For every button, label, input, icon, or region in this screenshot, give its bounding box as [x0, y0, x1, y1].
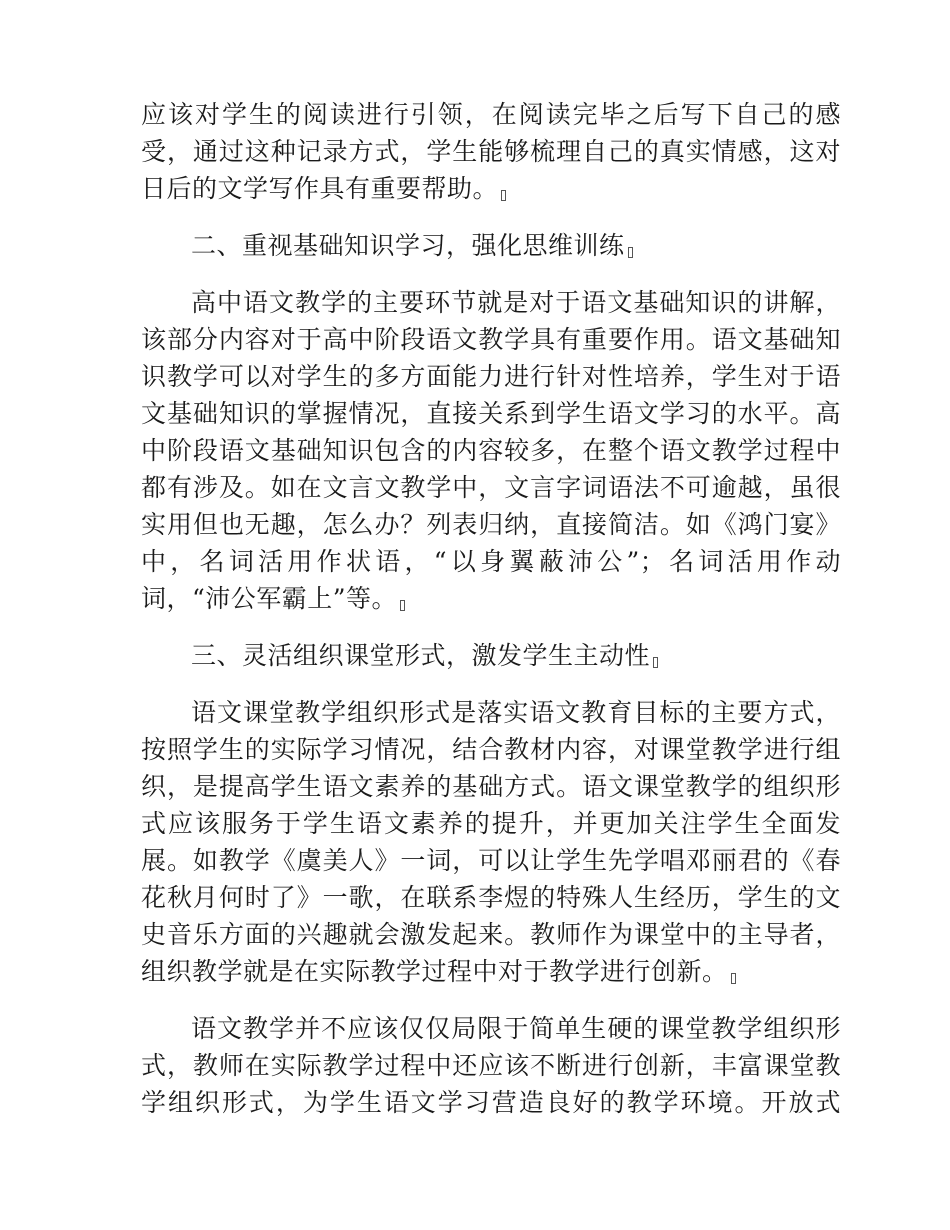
- paragraph-4-text: 语文教学并不应该仅仅局限于简单生硬的课堂教学组织形式，教师在实际教学过程中还应该不断进行创新，丰富课堂教学组织形式，为学生语文学习营造良好的教学环境。开放式: [141, 1014, 841, 1117]
- paragraph-2: [141, 284, 841, 617]
- document-body: [141, 96, 841, 1141]
- paragraph-end-mark-icon: [501, 190, 506, 201]
- paragraph-end-mark-icon: [628, 247, 633, 258]
- section-heading-3-text: 三、灵活组织课堂形式，激发学生主动性: [191, 641, 651, 670]
- paragraph-1-text: 应该对学生的阅读进行引领，在阅读完毕之后写下自己的感受，通过这种记录方式，学生能够梳理自己的真实情感，这对日后的文学写作具有重要帮助。: [141, 100, 841, 203]
- paragraph-4: [141, 1010, 841, 1121]
- paragraph-1: [141, 96, 841, 207]
- paragraph-2-text: 高中语文教学的主要环节就是对于语文基础知识的讲解，该部分内容对于高中阶段语文教学具有重要作用。语文基础知识教学可以对学生的多方面能力进行针对性培养，学生对于语文基础知识的掌握情况，直接关系到学生语文学习的水平。高中阶段语文基础知识包含的内容较多，在整个语文教学过程中都有涉及。如在文言文教学中，文言字词语法不可逾越，虽很实用但也无趣，怎么办？列表归纳，直接简洁。如《鸿门宴》中，名词活用作状语，“以身翼蔽沛公”；名词活用作动词，“沛公军霸上”等。: [141, 288, 841, 613]
- paragraph-3: [141, 694, 841, 990]
- paragraph-end-mark-icon: [653, 657, 658, 668]
- section-heading-2: [141, 227, 841, 264]
- section-heading-3: [141, 637, 841, 674]
- paragraph-3-text: 语文课堂教学组织形式是落实语文教育目标的主要方式，按照学生的实际学习情况，结合教材内容，对课堂教学进行组织，是提高学生语文素养的基础方式。语文课堂教学的组织形式应该服务于学生语文素养的提升，并更加关注学生全面发展。如教学《虞美人》一词，可以让学生先学唱邓丽君的《春花秋月何时了》一歌，在联系李煜的特殊人生经历，学生的文史音乐方面的兴趣就会激发起来。教师作为课堂中的主导者，组织教学就是在实际教学过程中对于教学进行创新。: [141, 698, 841, 986]
- section-heading-2-text: 二、重视基础知识学习，强化思维训练: [191, 231, 625, 260]
- paragraph-end-mark-icon: [731, 973, 736, 984]
- paragraph-end-mark-icon: [400, 600, 405, 611]
